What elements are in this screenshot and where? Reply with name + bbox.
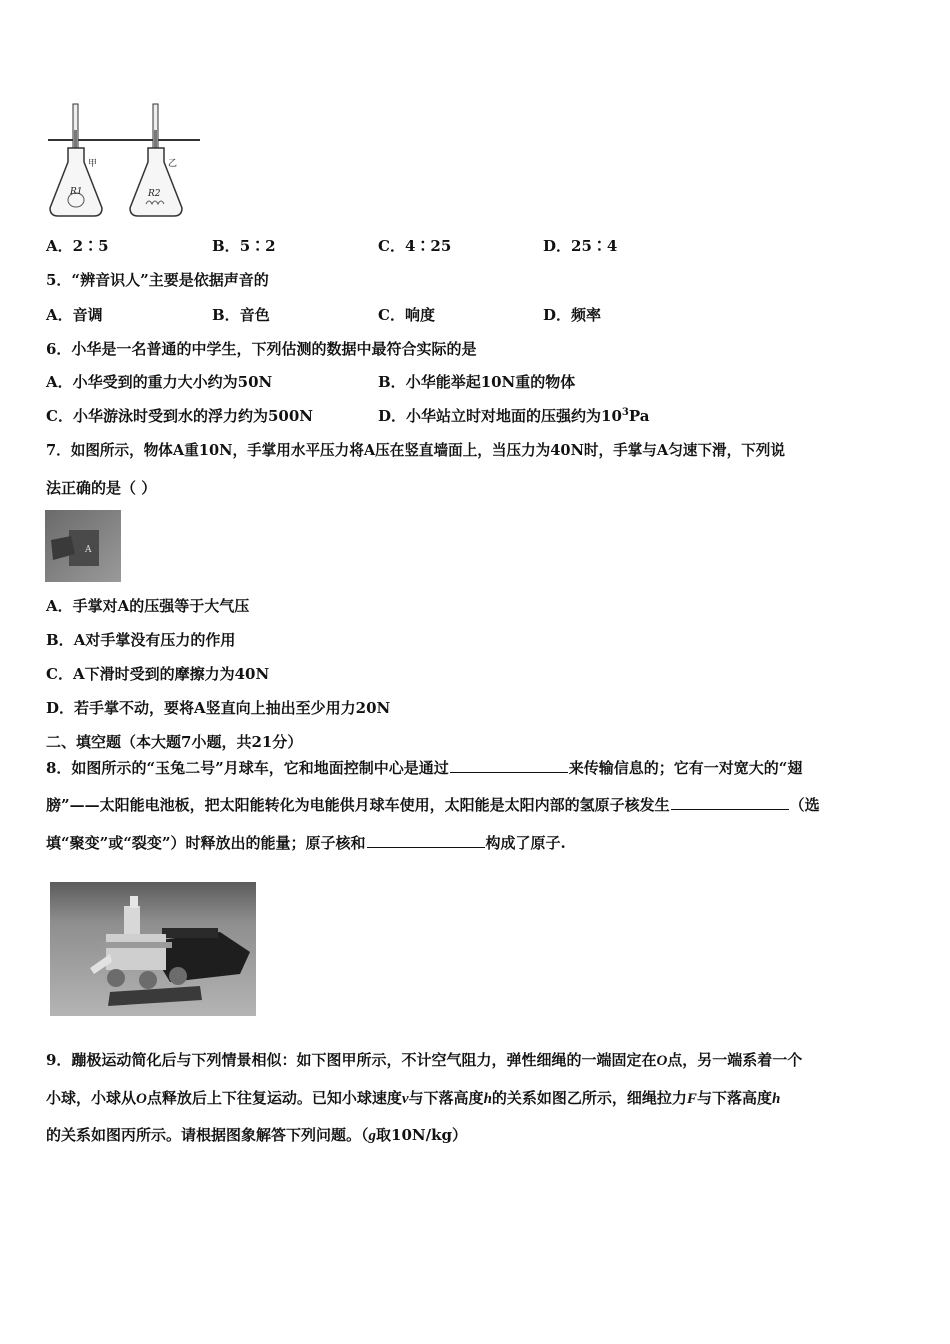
q4-option-c[interactable]: C．4∶25 — [378, 237, 452, 255]
q5-option-c[interactable]: C．响度 — [378, 306, 435, 324]
q9-line1: 9．蹦极运动简化后与下列情景相似：如下图甲所示，不计空气阻力，弹性细绳的一端固定在O点，另一端系着一个 — [46, 1051, 803, 1069]
q6-stem: 6．小华是一名普通的中学生，下列估测的数据中最符合实际的是 — [46, 340, 477, 358]
flask-right-label: 乙 — [168, 159, 178, 169]
q7-option-d[interactable]: D．若手掌不动，要将A竖直向上抽出至少用力20N — [46, 699, 391, 717]
q7-option-b[interactable]: B．A对手掌没有压力的作用 — [46, 631, 236, 649]
flask-left-label: 甲 — [88, 159, 98, 169]
flask-thermometer-figure — [44, 100, 204, 222]
resistor-r2-label: R2 — [148, 189, 161, 199]
q8-blank-1[interactable] — [450, 758, 568, 773]
q8-blank-2[interactable] — [671, 795, 789, 810]
q4-option-d[interactable]: D．25∶4 — [543, 237, 618, 255]
q5-option-d[interactable]: D．频率 — [543, 306, 602, 324]
q8-blank-3[interactable] — [367, 833, 485, 848]
q5-option-a[interactable]: A．音调 — [46, 306, 103, 324]
q7-option-a[interactable]: A．手掌对A的压强等于大气压 — [46, 597, 250, 615]
left-flask — [50, 104, 102, 216]
q6-option-b[interactable]: B．小华能举起10N重的物体 — [378, 373, 576, 391]
q8-line1: 8．如图所示的“玉兔二号”月球车，它和地面控制中心是通过 来传输信息的；它有一对宽大的“翅 — [46, 759, 803, 777]
q8-line3: 填“聚变”或“裂变”）时释放出的能量；原子核和 构成了原子. — [46, 834, 566, 852]
q7-stem-line1: 7．如图所示，物体A重10N，手掌用水平压力将A压在竖直墙面上，当压力为40N时，手掌与A匀速下滑，下列说 — [46, 442, 785, 459]
q4-option-a[interactable]: A．2∶5 — [46, 237, 109, 255]
hand-pressing-block-figure — [45, 510, 121, 582]
lunar-rover-photo — [50, 882, 256, 1016]
q5-stem: 5．“辨音识人”主要是依据声音的 — [46, 271, 269, 289]
q5-option-b[interactable]: B．音色 — [212, 306, 270, 324]
q6-option-a[interactable]: A．小华受到的重力大小约为50N — [46, 373, 273, 391]
q6-option-c[interactable]: C．小华游泳时受到水的浮力约为500N — [46, 407, 313, 425]
q7-option-c[interactable]: C．A下滑时受到的摩擦力为40N — [46, 665, 270, 683]
q6-option-d[interactable]: D．小华站立时对地面的压强约为$10^3Pa$ — [378, 407, 650, 425]
section-2-title: 二、填空题（本大题7小题，共21分） — [46, 733, 303, 751]
q8-line2: 膀”——太阳能电池板，把太阳能转化为电能供月球车使用，太阳能是太阳内部的氢原子核发生 （选 — [46, 796, 820, 814]
q4-option-b[interactable]: B．5∶2 — [212, 237, 276, 255]
q9-line2: 小球，小球从O点释放后上下往复运动。已知小球速度v与下落高度h的关系如图乙所示，细绳拉力F与下落高度h — [46, 1089, 781, 1107]
right-flask — [130, 104, 182, 216]
q9-line3: 的关系如图丙所示。请根据图象解答下列问题。（g取10N/kg） — [46, 1126, 467, 1144]
block-a-label: A — [85, 545, 92, 555]
q7-stem-line2: 法正确的是（ ） — [46, 479, 157, 497]
resistor-r1-label: R1 — [70, 187, 83, 197]
